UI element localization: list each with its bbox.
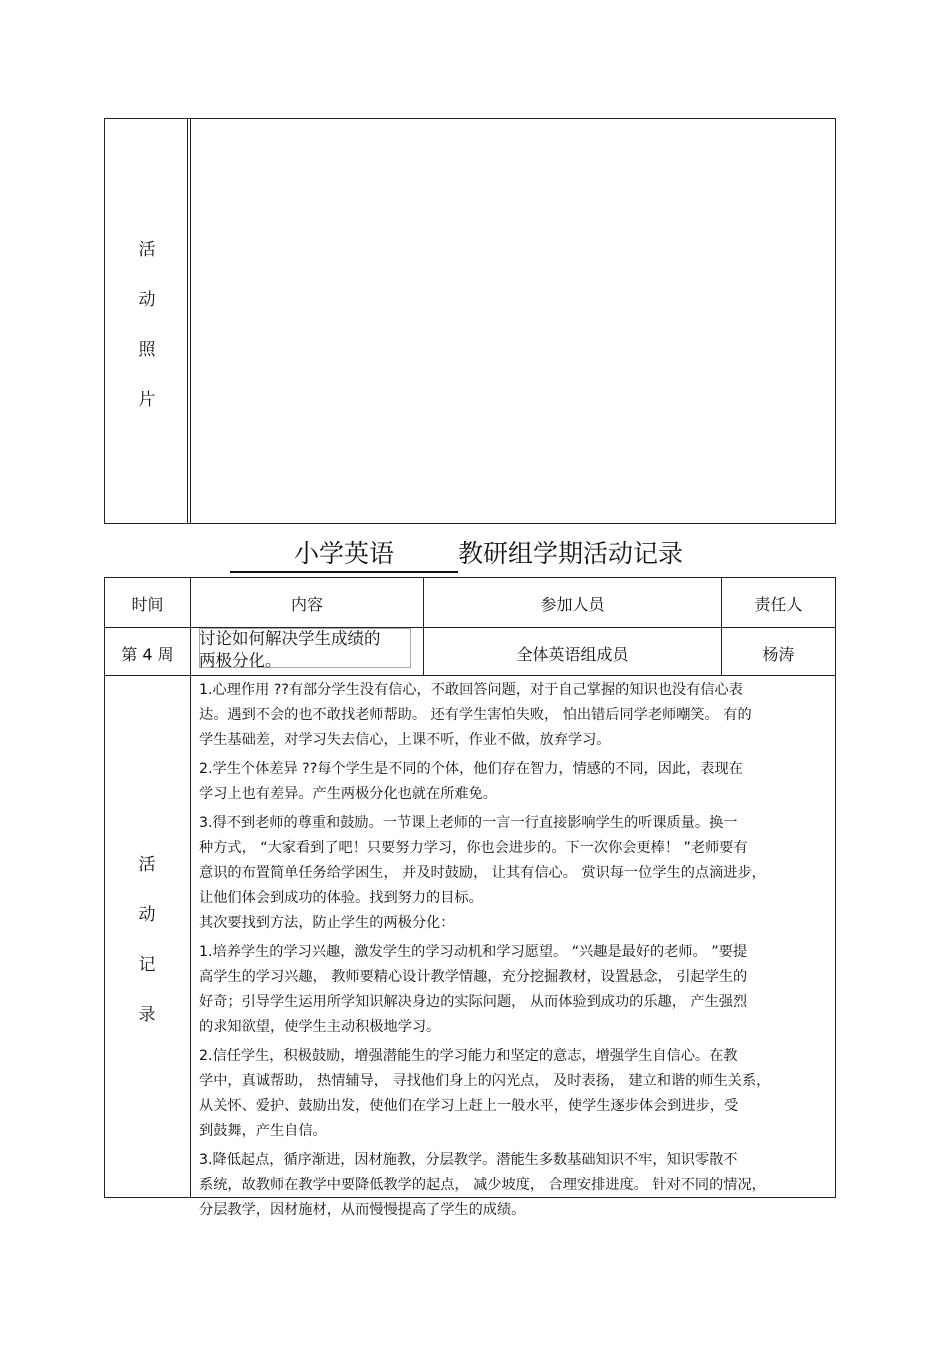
row-responsible: 杨涛 [762,645,795,664]
record-line: 3.降低起点，循序渐进，因材施教，分层教学。潜能生多数基础知识不牢，知识零散不 [199,1152,738,1168]
activity-photo-label-cell [105,119,191,523]
record-line: 学习上也有差异。产生两极分化也就在所难免。 [199,786,497,802]
record-line: 2.学生个体差异 ??每个学生是不同的个体，他们存在智力，情感的不同，因此，表现在 [199,761,743,777]
activity-photo-area [191,119,835,523]
title-rest: 教研组学期活动记录 [458,539,684,568]
label-char: 动 [138,290,156,310]
record-line: 分层教学，因材施材，从而慢慢提高了学生的成绩。 [199,1202,526,1218]
row-time: 第 4 周 [121,645,174,664]
label-char: 活 [138,240,156,260]
record-line: 达。遇到不会的也不敢找老师帮助。 还有学生害怕失败， 怕出错后同学老师嘲笑。 有的 [199,707,752,723]
header-content: 内容 [290,595,323,614]
activity-photo-label [105,225,189,425]
row-divider [105,675,835,676]
record-line: 高学生的学习兴趣， 教师要精心设计教学情趣，充分挖掘教材，设置悬念， 引起学生的 [199,969,748,985]
header-time: 时间 [131,595,164,614]
row-content-line: 两极分化。 [199,651,282,670]
title-subject: 小学英语 [230,537,458,573]
record-line: 好奇；引导学生运用所学知识解决身边的实际问题， 从而体验到成功的乐趣， 产生强烈 [199,994,748,1010]
record-line: 的求知欲望，使学生主动积极地学习。 [199,1019,441,1035]
row-content-line: 讨论如何解决学生成绩的 [199,629,381,648]
record-line: 从关怀、爱护、鼓励出发，使他们在学习上赶上一般水平，使学生逐步体会到进步，受 [199,1098,739,1114]
label-char: 动 [138,905,156,925]
activity-record-text [199,678,831,1223]
record-line: 到鼓舞，产生自信。 [199,1123,327,1139]
record-line: 意识的布置简单任务给学困生， 并及时鼓励， 让其有信心。 赏识每一位学生的点滴进步， [199,865,766,881]
header-participants: 参加人员 [540,595,605,614]
label-char: 活 [138,855,156,875]
header-responsible: 责任人 [754,595,803,614]
label-char: 录 [138,1005,156,1025]
activity-record-table [104,577,836,1218]
record-line: 学中，真诚帮助， 热情辅导， 寻找他们身上的闪光点， 及时表扬， 建立和谐的师生关系， [199,1073,771,1089]
activity-photo-table [104,118,836,524]
record-line: 让他们体会到成功的体验。找到努力的目标。 [199,890,483,906]
label-char: 片 [138,390,156,410]
record-line: 3.得不到老师的尊重和鼓励。一节课上老师的一言一行直接影响学生的听课质量。换一 [199,815,738,831]
record-line: 1.心理作用 ??有部分学生没有信心，不敢回答问题，对于自己掌握的知识也没有信心表 [199,682,743,698]
record-line: 1.培养学生的学习兴趣，激发学生的学习动机和学习愿望。 “兴趣是最好的老师。 ”要提 [199,944,748,960]
record-line: 2.信任学生，积极鼓励，增强潜能生的学习能力和坚定的意志，增强学生自信心。在教 [199,1048,738,1064]
record-line: 学生基础差，对学习失去信心，上课不听，作业不做，放弃学习。 [199,732,611,748]
row-participants: 全体英语组成员 [516,645,629,664]
page-title [230,537,750,577]
record-line: 其次要找到方法，防止学生的两极分化： [199,915,455,931]
record-line: 系统，故教师在教学中要降低教学的起点， 减少坡度， 合理安排进度。 针对不同的情况， [199,1177,766,1193]
activity-record-label [105,840,189,1040]
label-char: 照 [138,340,156,360]
record-line: 种方式， “大家看到了吧！只要努力学习，你也会进步的。下一次你会更棒！ ”老师要有 [199,840,748,856]
label-char: 记 [138,955,156,975]
column-divider [190,578,191,1197]
